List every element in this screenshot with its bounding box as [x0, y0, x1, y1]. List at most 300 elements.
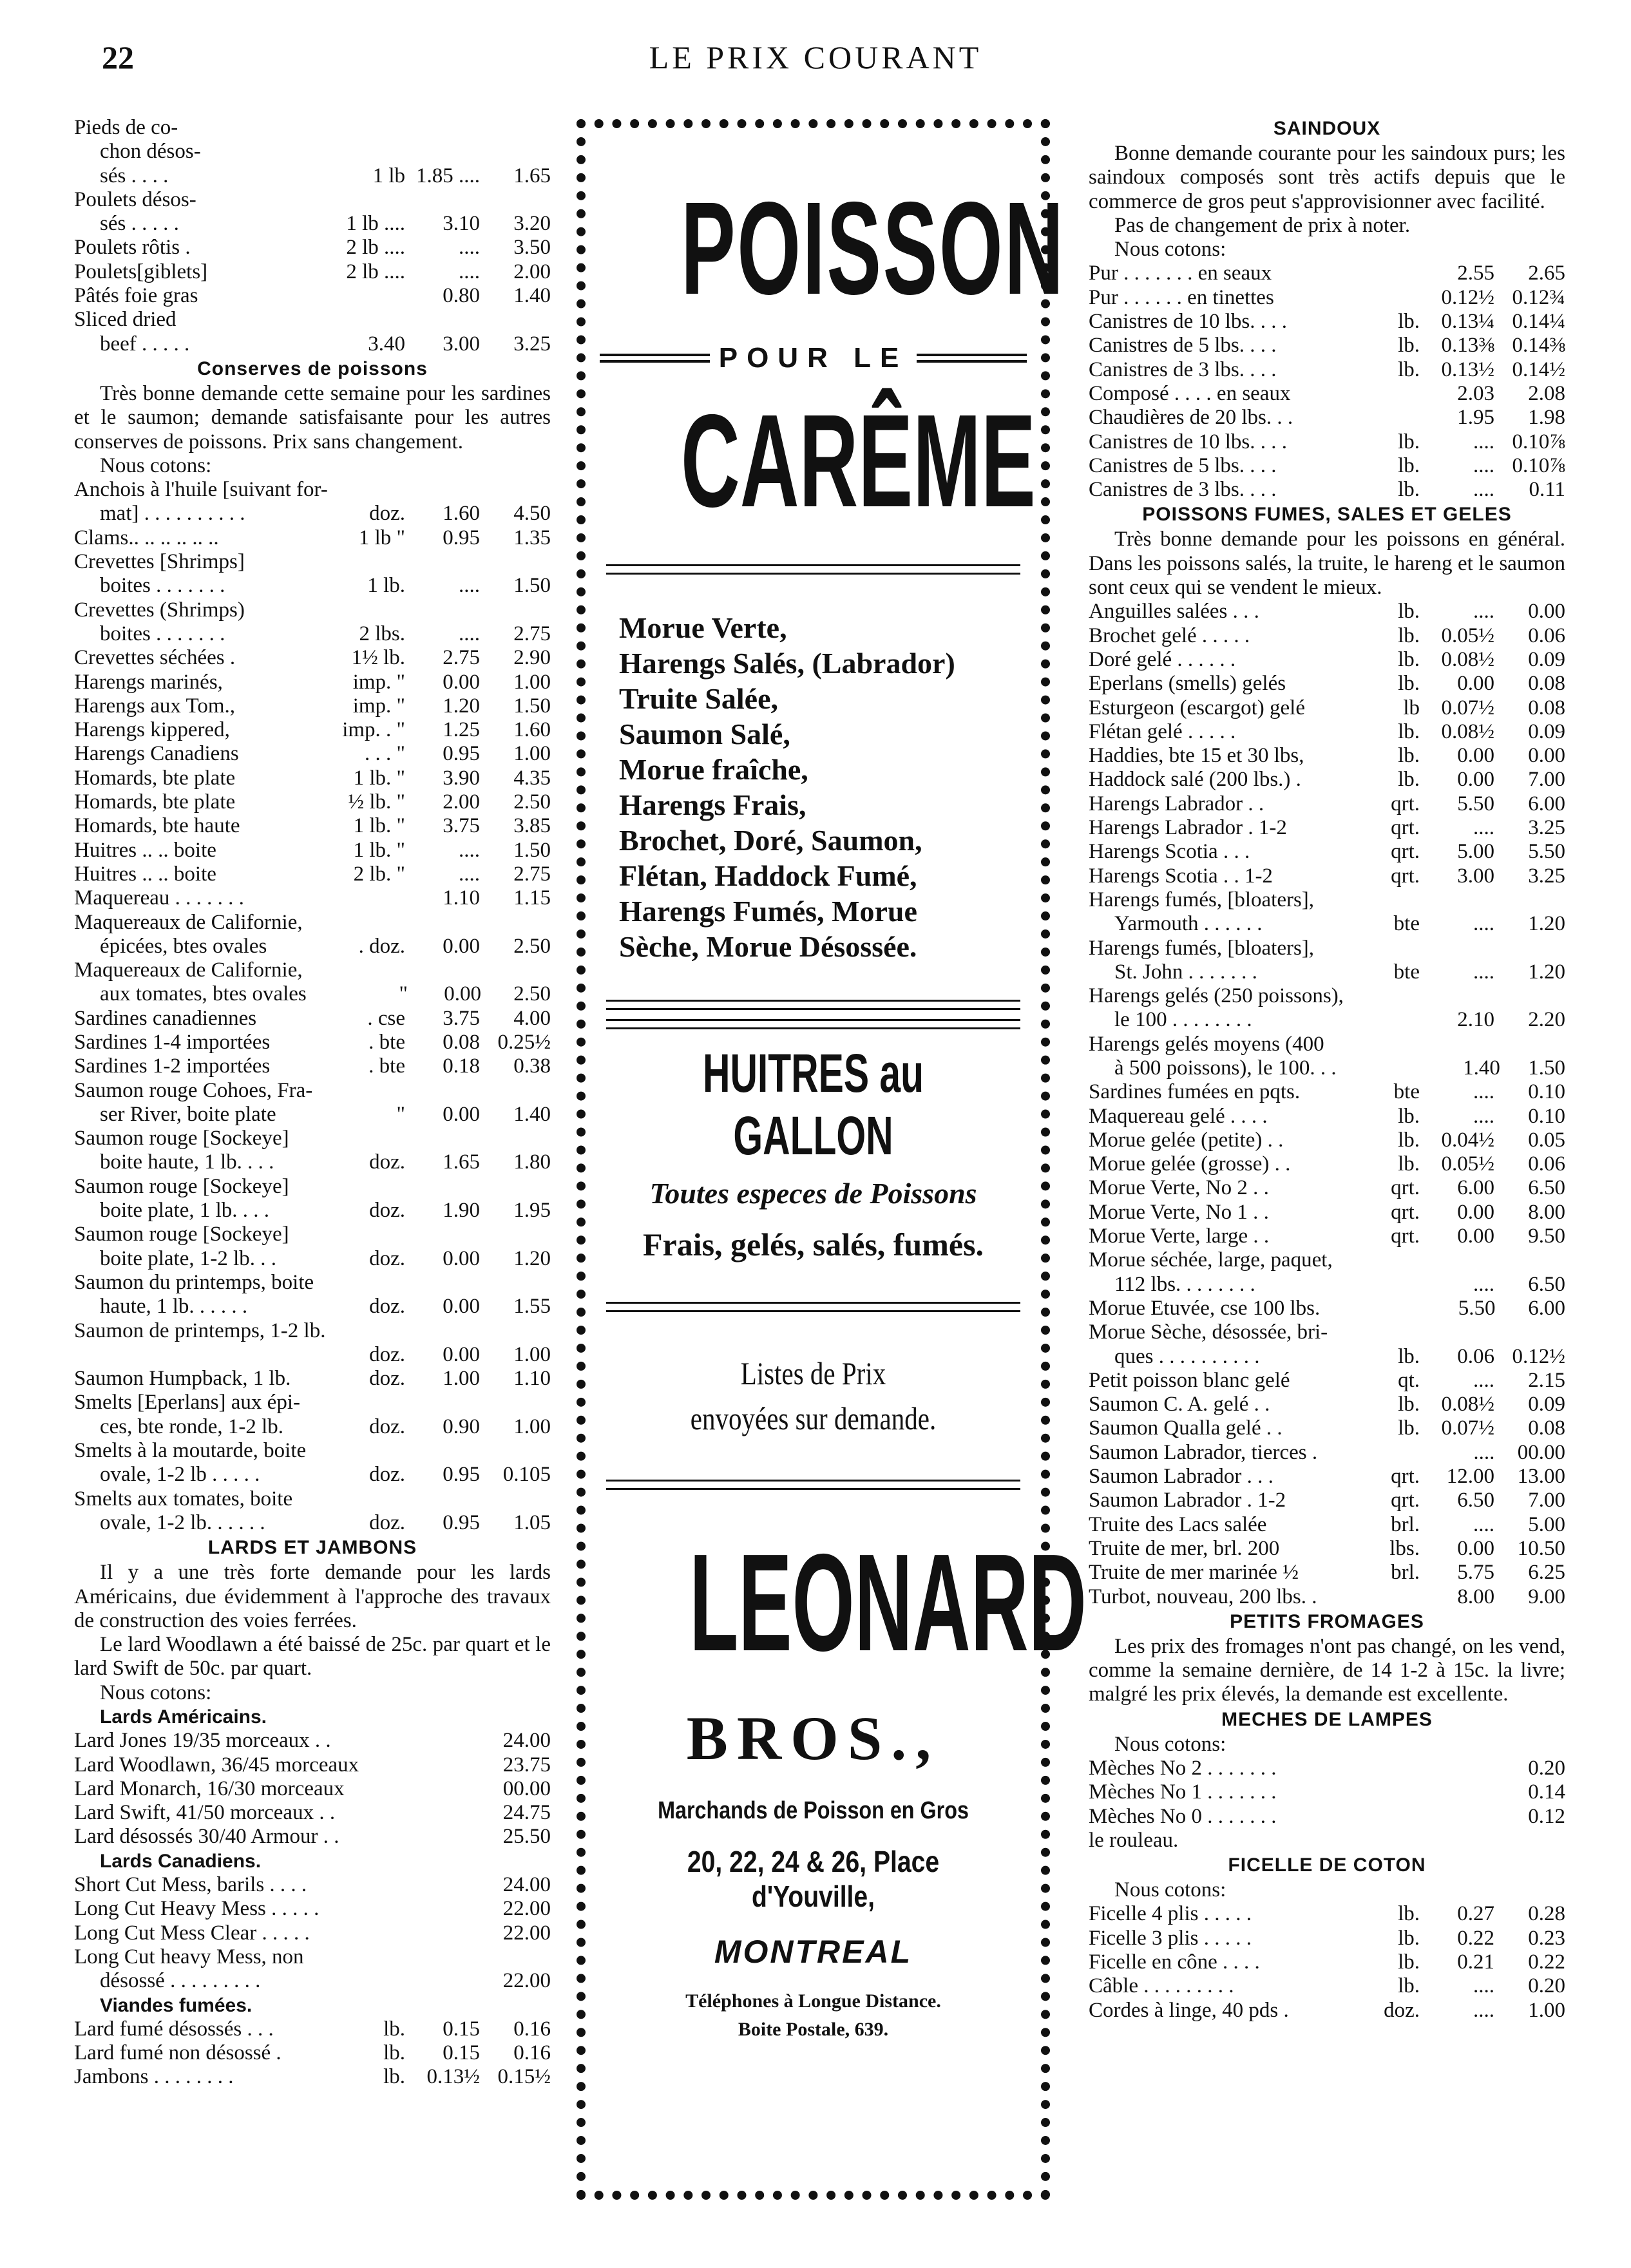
- item-unit: bte: [1393, 912, 1420, 936]
- price-high: 0.10⅞: [1512, 430, 1565, 453]
- item-unit: [303, 958, 410, 982]
- price-high: 0.20: [1528, 1974, 1565, 1998]
- item-name: ovale, 1-2 lb. . . . . .: [100, 1510, 265, 1534]
- price-high: 1.10: [513, 1367, 551, 1391]
- price-row: [1089, 1537, 1565, 1561]
- item-name: mat] . . . . . . . . . .: [100, 502, 245, 526]
- item-unit: [1317, 937, 1424, 960]
- item-unit: doz.: [369, 1367, 405, 1391]
- price-high: 1.50: [513, 838, 551, 862]
- price-low: 5.00: [1457, 840, 1494, 864]
- price-low: [409, 1969, 480, 1993]
- price-list: [1089, 1902, 1565, 2022]
- item-name: Eperlans (smells) gelés: [1089, 672, 1286, 696]
- ad-boite-postale: Boite Postale, 639.: [738, 2019, 889, 2040]
- price-row: [74, 574, 551, 598]
- item-name: Lard fumé non désossé .: [74, 2041, 281, 2065]
- price-high: 1.05: [513, 1510, 551, 1534]
- price-high: 6.00: [1528, 792, 1565, 815]
- subsection-lards-canadiens: Lards Canadiens.: [100, 1850, 262, 1872]
- price-high: 0.00: [1528, 600, 1565, 624]
- item-name: Mèches No 0 . . . . . . .: [1089, 1804, 1277, 1828]
- item-unit: qrt.: [1391, 840, 1420, 864]
- item-unit: [1317, 888, 1424, 912]
- price-row: [74, 1873, 551, 1897]
- price-row: [1089, 960, 1565, 984]
- item-name: Canistres de 5 lbs. . . .: [1089, 453, 1277, 477]
- ad-poisson-heading: POISSON: [680, 175, 1065, 322]
- price-row: [74, 1439, 551, 1463]
- price-row: [1089, 1902, 1565, 1926]
- price-low: ....: [459, 838, 480, 862]
- price-high: 2.15: [1528, 1368, 1565, 1392]
- price-low: ....: [1473, 1998, 1494, 2022]
- price-row: [1089, 382, 1565, 406]
- price-high: 0.00: [1528, 744, 1565, 768]
- item-unit: lb.: [1398, 1104, 1420, 1128]
- nous-cotons-label: Nous cotons:: [1114, 1878, 1226, 1902]
- price-row: [1089, 1513, 1565, 1537]
- ad-listes-line-1: Listes de Prix: [740, 1355, 886, 1391]
- price-high: 1.00: [1528, 1998, 1565, 2022]
- price-row: [74, 2065, 551, 2089]
- item-name: chon désos-: [100, 140, 201, 164]
- price-high: 1.20: [513, 1246, 551, 1270]
- item-unit: [1344, 984, 1439, 1008]
- item-name: boites . . . . . . .: [100, 574, 225, 598]
- price-low: ....: [459, 622, 480, 645]
- item-unit: 1 lb. ": [353, 814, 405, 838]
- price-high: [1498, 1320, 1565, 1344]
- price-low: [409, 1175, 480, 1199]
- price-high: 1.65: [513, 164, 551, 187]
- price-high: [483, 1271, 551, 1295]
- price-low: [409, 1391, 480, 1415]
- price-row: [1089, 1152, 1565, 1176]
- price-row: [74, 767, 551, 790]
- price-row: [74, 1487, 551, 1511]
- double-rule: [606, 1480, 1020, 1490]
- price-high: [480, 1391, 551, 1415]
- price-row: [1089, 1297, 1565, 1320]
- ad-huitres: HUITRES au GALLON: [702, 1043, 924, 1166]
- item-unit: . doz.: [358, 934, 405, 958]
- item-unit: [312, 1079, 415, 1103]
- item-unit: [325, 1319, 423, 1343]
- price-high: 1.00: [513, 742, 551, 766]
- item-name: Maquereaux de Californie,: [74, 958, 303, 982]
- price-high: 0.08: [1528, 1416, 1565, 1440]
- price-low: 0.12½: [1441, 285, 1494, 309]
- price-high: 0.105: [502, 1463, 551, 1487]
- price-low: 0.80: [443, 284, 480, 308]
- item-name: Morue Verte, No 2 . .: [1089, 1176, 1269, 1200]
- price-list: [74, 1873, 551, 1993]
- price-low: 0.95: [443, 742, 480, 766]
- price-row: [1089, 1585, 1565, 1609]
- item-name: Poulets désos-: [74, 187, 196, 211]
- price-low: ....: [1473, 600, 1494, 624]
- price-row: [74, 1199, 551, 1223]
- item-name: Smelts aux tomates, boite: [74, 1487, 293, 1510]
- price-row: [1089, 792, 1565, 816]
- item-name: Poulets rôtis .: [74, 236, 191, 260]
- price-high: 6.00: [1528, 1296, 1566, 1320]
- item-unit: [359, 1753, 442, 1777]
- price-low: [1424, 937, 1494, 960]
- item-unit: lb.: [1398, 1344, 1420, 1368]
- price-high: 10.50: [1517, 1536, 1565, 1560]
- item-name: Morue gelée (petite) . .: [1089, 1128, 1284, 1152]
- ad-listes: [600, 1351, 1027, 1441]
- item-unit: [1317, 1273, 1424, 1297]
- item-name: Sardines 1-4 importées: [74, 1030, 271, 1054]
- price-high: 0.09: [1528, 1393, 1565, 1416]
- price-row: [74, 598, 551, 622]
- price-row: [1089, 262, 1565, 285]
- item-unit: ½ lb. ": [348, 790, 405, 814]
- ad-fish-item: Truite Salée,: [619, 682, 778, 715]
- price-high: 6.25: [1528, 1561, 1565, 1585]
- item-unit: [302, 1969, 409, 1993]
- price-row: [74, 188, 551, 212]
- ad-fish-item: Sèche, Morue Désossée.: [619, 930, 917, 963]
- price-low: 3.90: [443, 766, 480, 790]
- price-low: 1.25: [443, 718, 480, 742]
- price-high: 22.00: [502, 1921, 551, 1945]
- price-low: ....: [1473, 1974, 1494, 1998]
- price-low: [409, 1223, 480, 1246]
- item-name: Harengs Canadiens: [74, 742, 239, 766]
- item-name: Yarmouth . . . . . .: [1114, 912, 1263, 936]
- ad-frais-geles: Frais, gelés, salés, fumés.: [642, 1226, 984, 1263]
- price-high: 1.40: [513, 284, 551, 308]
- item-unit: [304, 1945, 410, 1969]
- item-name: Chaudières de 20 lbs. . .: [1089, 406, 1293, 430]
- item-name: Long Cut Mess Clear . . . . .: [74, 1921, 310, 1945]
- price-high: 2.50: [513, 934, 551, 958]
- item-name: Morue Sèche, désossée, bri-: [1089, 1320, 1328, 1344]
- item-unit: qrt.: [1391, 1176, 1420, 1200]
- price-low: 3.00: [1457, 864, 1494, 888]
- item-unit: 1 lb. ": [353, 838, 405, 862]
- advertisement-box: [577, 119, 1087, 2200]
- price-high: 0.08: [1528, 672, 1565, 696]
- item-unit: [1317, 286, 1424, 310]
- ad-fish-item: Harengs Salés, (Labrador): [619, 647, 955, 680]
- price-high: 0.10: [1528, 1080, 1565, 1104]
- item-name: 112 lbs. . . . . . . .: [1114, 1272, 1255, 1296]
- item-name: Saumon Labrador, tierces .: [1089, 1440, 1318, 1464]
- price-row: [74, 1753, 551, 1777]
- price-row: [1089, 1927, 1565, 1950]
- price-row: [74, 839, 551, 862]
- price-high: 3.25: [1528, 864, 1565, 888]
- price-low: 3.00: [443, 332, 480, 356]
- item-unit: doz.: [369, 1150, 405, 1174]
- price-low: [423, 1319, 486, 1343]
- price-row: [74, 622, 551, 646]
- price-low: 0.21: [1457, 1950, 1494, 1974]
- item-unit: [302, 116, 409, 140]
- item-unit: imp. ": [352, 694, 405, 718]
- price-low: ....: [1473, 1080, 1494, 1104]
- price-low: 0.05½: [1441, 1152, 1494, 1176]
- price-row: [1089, 1465, 1565, 1489]
- price-high: 0.12: [1528, 1804, 1565, 1828]
- item-unit: [302, 1223, 409, 1246]
- item-unit: [302, 550, 409, 574]
- item-name: Lard Jones 19/35 morceaux . .: [74, 1729, 331, 1753]
- ad-bros: BROS.,: [686, 1704, 940, 1773]
- price-row: [1089, 406, 1565, 430]
- price-low: 0.00: [1457, 768, 1494, 792]
- item-unit: lb.: [1398, 453, 1420, 477]
- item-unit: . . . ": [365, 742, 405, 766]
- price-low: 0.08½: [1441, 1393, 1494, 1416]
- item-unit: lb.: [1398, 1926, 1420, 1950]
- item-unit: lb: [1403, 696, 1420, 719]
- section-title-lards: LARDS ET JAMBONS: [207, 1537, 417, 1559]
- price-list: [1089, 262, 1565, 502]
- price-row: [74, 1945, 551, 1969]
- item-name: boites . . . . . . .: [100, 622, 225, 645]
- item-unit: [302, 598, 409, 622]
- price-high: [1494, 888, 1565, 912]
- price-high: 0.12½: [1512, 1344, 1565, 1368]
- item-name: le 100 . . . . . . . .: [1114, 1008, 1252, 1032]
- item-unit: [1317, 382, 1424, 406]
- price-row: [1089, 334, 1565, 357]
- item-name: à 500 poissons), le 100. . .: [1114, 1056, 1337, 1080]
- price-low: 6.00: [1457, 1176, 1494, 1200]
- price-row: [74, 284, 551, 308]
- price-high: [480, 1127, 551, 1150]
- price-high: 4.35: [513, 766, 551, 790]
- ad-pour-le: [600, 342, 1027, 374]
- ad-fish-item: Brochet, Doré, Saumon,: [619, 824, 922, 857]
- price-low: 1.10: [443, 886, 480, 910]
- item-name: [74, 1343, 302, 1367]
- price-row: [1089, 912, 1565, 936]
- price-high: 5.00: [1528, 1512, 1565, 1536]
- item-unit: [307, 1873, 412, 1897]
- price-high: 1.55: [513, 1295, 551, 1319]
- price-row: [1089, 454, 1565, 478]
- item-name: Harengs Labrador . 1-2: [1089, 816, 1287, 840]
- item-unit: [1337, 1056, 1435, 1080]
- price-high: 22.00: [502, 1969, 551, 1993]
- item-unit: [1333, 1248, 1433, 1272]
- item-name: Crevettes [Shrimps]: [74, 550, 245, 574]
- item-unit: [306, 1439, 411, 1463]
- price-low: 0.90: [443, 1415, 480, 1438]
- price-row: [1089, 1320, 1565, 1344]
- price-high: 3.20: [513, 212, 551, 236]
- item-name: boite plate, 1-2 lb. . .: [100, 1246, 277, 1270]
- ad-fish-item: Morue Verte,: [619, 611, 787, 644]
- item-name: Sardines fumées en pqts.: [1089, 1080, 1301, 1104]
- item-name: Composé . . . . en seaux: [1089, 381, 1291, 405]
- price-row: [74, 790, 551, 814]
- item-unit: 1 lb: [372, 164, 405, 187]
- price-row: [1089, 1105, 1565, 1129]
- price-high: 24.00: [502, 1873, 551, 1897]
- section-title-conserves: Conserves de poissons: [197, 357, 428, 379]
- price-low: [1439, 984, 1502, 1008]
- item-name: Sliced dried: [74, 308, 176, 332]
- item-unit: [328, 478, 424, 502]
- item-unit: [335, 1801, 428, 1825]
- item-name: Harengs aux Tom.,: [74, 694, 236, 718]
- item-name: Canistres de 5 lbs. . . .: [1089, 334, 1277, 357]
- item-unit: lb.: [1398, 647, 1420, 671]
- price-low: 0.27: [1457, 1902, 1494, 1926]
- rule: [917, 354, 1027, 363]
- saindoux-text-2: Pas de changement de prix à noter.: [1114, 213, 1411, 237]
- price-high: [481, 1945, 551, 1969]
- price-row: [1089, 840, 1565, 864]
- price-low: 0.13¼: [1441, 310, 1494, 334]
- price-high: [481, 1439, 551, 1463]
- item-unit: 3.40: [368, 332, 405, 356]
- price-low: [426, 1729, 488, 1753]
- price-high: 5.50: [1528, 840, 1565, 864]
- price-high: [480, 1223, 551, 1246]
- subsection-viandes-fumees: Viandes fumées.: [100, 1994, 253, 2016]
- item-name: Brochet gelé . . . . .: [1089, 624, 1250, 647]
- price-high: 1.95: [513, 1199, 551, 1223]
- lards-text: Il y a une très forte demande pour les lards Américains, due évidemment à l'approche des travaux de construction des voies ferrées.: [74, 1561, 551, 1632]
- price-low: 0.00: [1457, 1536, 1494, 1560]
- price-low: ....: [459, 260, 480, 283]
- item-unit: [1317, 1757, 1424, 1780]
- item-name: Crevettes séchées .: [74, 646, 236, 670]
- price-high: 0.28: [1528, 1902, 1565, 1926]
- item-name: Lard fumé désossés . . .: [74, 2017, 274, 2041]
- item-unit: doz.: [369, 1199, 405, 1223]
- item-unit: doz.: [369, 1463, 405, 1487]
- price-high: 0.05: [1528, 1128, 1565, 1152]
- item-unit: bte: [1393, 1080, 1420, 1104]
- item-name: Truite des Lacs salée: [1089, 1512, 1267, 1536]
- price-row: [1089, 696, 1565, 720]
- item-name: Harengs fumés, [bloaters],: [1089, 888, 1315, 911]
- price-low: ....: [459, 862, 480, 886]
- price-low: 0.95: [443, 1463, 480, 1487]
- item-unit: [302, 886, 409, 910]
- price-row: [74, 1415, 551, 1439]
- item-unit: lb.: [1398, 672, 1420, 696]
- item-name: St. John . . . . . . .: [1114, 960, 1257, 984]
- item-name: Homards, bte plate: [74, 790, 236, 814]
- item-name: Maquereau . . . . . . .: [74, 886, 244, 910]
- ad-city: MONTREAL: [714, 1934, 913, 1970]
- item-unit: [1317, 262, 1424, 285]
- price-low: [1424, 1805, 1494, 1829]
- section-title-fromages: PETITS FROMAGES: [1230, 1610, 1424, 1632]
- price-high: 6.50: [1528, 1272, 1565, 1296]
- price-row: [1089, 672, 1565, 696]
- price-low: 2.00: [443, 790, 480, 814]
- price-low: 0.00: [444, 982, 481, 1006]
- price-row: [74, 862, 551, 886]
- price-row: [74, 164, 551, 188]
- price-row: [1089, 1176, 1565, 1200]
- price-row: [74, 1343, 551, 1367]
- price-row: [74, 1223, 551, 1246]
- item-name: Saumon Humpback, 1 lb.: [74, 1367, 291, 1391]
- nous-cotons-label: Nous cotons:: [100, 1681, 212, 1704]
- item-unit: [331, 1729, 426, 1753]
- price-high: 0.06: [1528, 624, 1565, 647]
- item-name: Poulets[giblets]: [74, 260, 208, 283]
- price-low: ....: [1473, 912, 1494, 936]
- price-row: [1089, 1805, 1565, 1829]
- item-name: sés . . . .: [100, 164, 169, 187]
- item-name: Morue séchée, large, paquet,: [1089, 1248, 1333, 1272]
- price-high: [1494, 937, 1565, 960]
- item-unit: doz.: [369, 1295, 405, 1319]
- price-row: [74, 1127, 551, 1150]
- ad-fish-item: Harengs Frais,: [619, 788, 806, 821]
- price-high: 7.00: [1528, 768, 1565, 792]
- item-name: Saumon de printemps, 1-2 lb.: [74, 1319, 326, 1342]
- item-unit: lb.: [383, 2017, 405, 2041]
- price-high: [1499, 1248, 1565, 1272]
- item-name: Ficelle 4 plis . . . . .: [1089, 1902, 1252, 1926]
- item-unit: qrt.: [1391, 792, 1420, 815]
- price-low: ....: [1473, 1440, 1495, 1464]
- ad-leonard: LEONARD: [689, 1525, 1087, 1680]
- price-list: [74, 478, 551, 1535]
- price-low: 3.10: [443, 212, 480, 236]
- item-unit: lb.: [1398, 478, 1420, 502]
- price-row: [74, 1969, 551, 1993]
- price-low: 0.07½: [1441, 696, 1494, 719]
- item-unit: 1 lb ....: [346, 212, 405, 236]
- item-name: Harengs Labrador . .: [1089, 792, 1264, 815]
- price-row: [74, 478, 551, 502]
- item-unit: lb.: [1398, 1393, 1420, 1416]
- price-high: 1.20: [1528, 912, 1565, 936]
- item-name: Crevettes (Shrimps): [74, 598, 245, 622]
- price-row: [74, 982, 551, 1006]
- price-high: 1.60: [513, 718, 551, 742]
- price-high: [480, 1175, 551, 1199]
- item-name: Mèches No 2 . . . . . . .: [1089, 1757, 1277, 1780]
- journal-title: LE PRIX COURANT: [649, 39, 982, 75]
- price-low: 6.50: [1457, 1489, 1494, 1512]
- item-name: Pieds de co-: [74, 116, 178, 139]
- price-high: 2.65: [1528, 262, 1565, 285]
- item-name: Morue Verte, large . .: [1089, 1225, 1270, 1248]
- item-name: Saumon rouge [Sockeye]: [74, 1127, 289, 1150]
- item-unit: 2 lb ....: [346, 260, 405, 283]
- price-row: [74, 694, 551, 718]
- price-low: 0.04½: [1441, 1128, 1494, 1152]
- price-low: [414, 1921, 482, 1945]
- item-name: Harengs Scotia . . 1-2: [1089, 864, 1273, 888]
- price-high: 9.00: [1528, 1585, 1565, 1608]
- price-row: [74, 1367, 551, 1391]
- le-rouleau: le rouleau.: [1089, 1828, 1179, 1852]
- item-name: ces, bte ronde, 1-2 lb.: [100, 1415, 283, 1438]
- price-row: [74, 1031, 551, 1054]
- price-row: [1089, 937, 1565, 960]
- price-high: 3.25: [513, 332, 551, 356]
- price-row: [1089, 768, 1565, 792]
